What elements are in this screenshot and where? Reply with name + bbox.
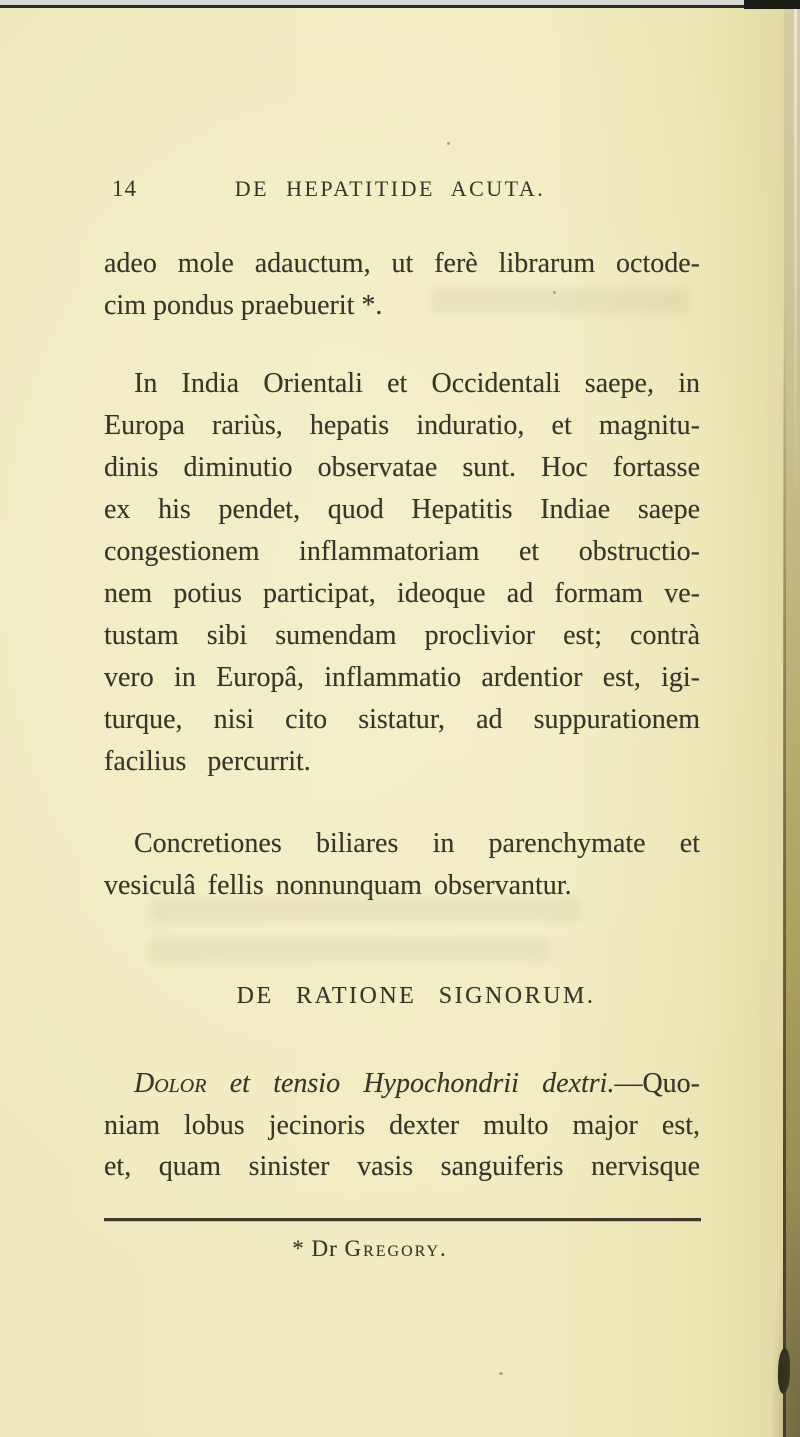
text-line: dinis diminutio observatae sunt. Hoc fortasse bbox=[104, 452, 700, 483]
running-title: DE HEPATITIDE ACUTA. bbox=[234, 176, 546, 201]
text-line: ex his pendet, quod Hepatitis Indiae saepe bbox=[104, 494, 700, 525]
text-line: Concretiones biliares in parenchymate et bbox=[134, 828, 700, 859]
text-line: Europa rariùs, hepatis induratio, et magnitu- bbox=[104, 410, 700, 441]
footnote-prefix: Dr bbox=[304, 1236, 345, 1261]
footnote bbox=[72, 1236, 668, 1262]
running-header bbox=[104, 176, 700, 206]
text-line: et, quam sinister vasis sanguiferis nervisque bbox=[104, 1151, 700, 1182]
text-line: tustam sibi sumendam proclivior est; contrà bbox=[104, 620, 700, 651]
bottom-right-shadow bbox=[770, 1197, 800, 1437]
page-top-edge-line bbox=[0, 5, 800, 8]
page-number: 14 bbox=[112, 176, 137, 201]
text-line bbox=[104, 1064, 700, 1104]
paper-speck bbox=[447, 142, 450, 145]
text-line: vero in Europâ, inflammatio ardentior est, igi- bbox=[104, 662, 700, 693]
page-right-edge-highlight bbox=[794, 9, 797, 509]
text-line: adeo mole adauctum, ut ferè librarum octode- bbox=[104, 248, 700, 279]
show-through-text bbox=[150, 938, 550, 962]
text-line: cim pondus praebuerit *. bbox=[104, 290, 383, 321]
term-emphasis-rest: et tensio Hypochondrii dextri. bbox=[206, 1068, 615, 1099]
line-roman-tail: —Quo- bbox=[614, 1068, 700, 1099]
text-line: niam lobus jecinoris dexter multo major est, bbox=[104, 1110, 700, 1141]
text-line: facilius percurrit. bbox=[104, 746, 311, 777]
text-line: In India Orientali et Occidentali saepe, in bbox=[134, 368, 700, 399]
text-line: turque, nisi cito sistatur, ad suppurationem bbox=[104, 704, 700, 735]
section-heading: DE RATIONE SIGNORUM. bbox=[236, 983, 596, 1009]
text-line: nem potius participat, ideoque ad formam ve- bbox=[104, 578, 700, 609]
text-line: congestionem inflammatoriam et obstructio- bbox=[104, 536, 700, 567]
text-line: vesiculâ fellis nonnunquam observantur. bbox=[104, 870, 572, 901]
top-right-corner-shadow bbox=[744, 0, 800, 9]
footnote-author: Gregory. bbox=[344, 1236, 448, 1261]
footnote-rule bbox=[104, 1218, 701, 1221]
paper-speck bbox=[499, 1372, 503, 1375]
term-emphasis: Dolor bbox=[134, 1068, 207, 1099]
footnote-marker: * bbox=[292, 1236, 305, 1261]
